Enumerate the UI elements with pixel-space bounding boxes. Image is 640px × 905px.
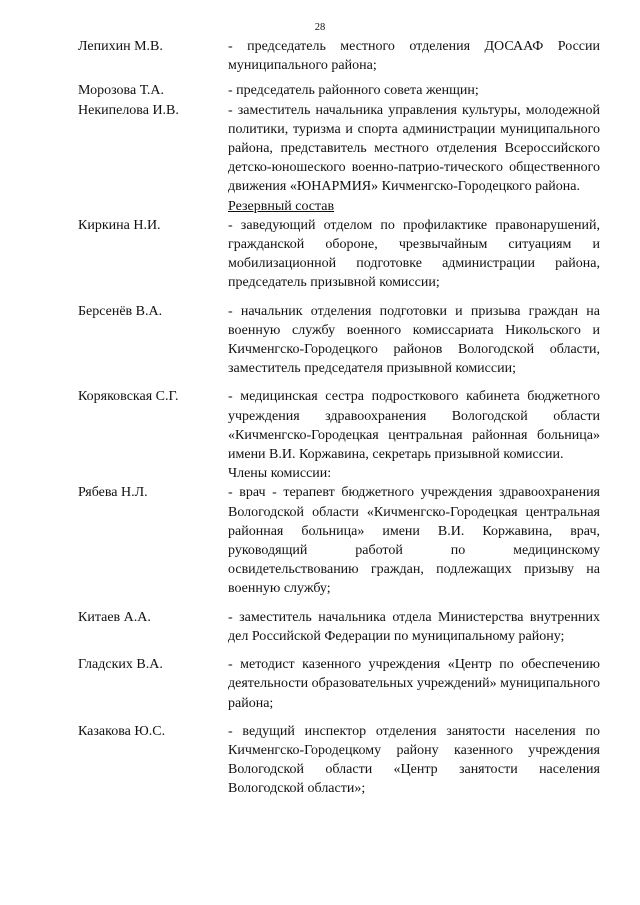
member-position: - председатель районного совета женщин; — [228, 83, 479, 99]
list-item — [78, 81, 600, 100]
list-item — [78, 722, 600, 799]
member-name: Морозова Т.А. — [78, 83, 164, 99]
list-item — [78, 608, 600, 646]
member-name: Рябева Н.Л. — [78, 485, 148, 501]
member-name: Лепихин М.В. — [78, 39, 163, 54]
member-name: Гладских В.А. — [78, 657, 163, 673]
member-position: - заведующий отделом по профилактике правонарушений, гражданской обороне, чрезвычайным ситуациям и мобилизационной подготовке администрации района, председатель призывной комиссии; — [228, 217, 600, 291]
member-position: - врач - терапевт бюджетного учреждения здравоохранения Вологодской области «Кичменгско-Городецкая центральная районная больница» имени В.И. Коржавина, врач, руководящий работой по медицинскому освидетельствованию граждан, подлежащих призыву на военную службу; — [228, 485, 600, 597]
member-name: Некипелова И.В. — [78, 102, 179, 118]
list-item — [78, 387, 600, 464]
members-heading: Члены комиссии: — [228, 466, 332, 482]
member-position: - методист казенного учреждения «Центр по обеспечению деятельности образовательных учреждений» муниципального района; — [228, 657, 600, 711]
list-item — [78, 216, 600, 293]
list-item — [78, 101, 600, 197]
member-position: - медицинская сестра подросткового кабинета бюджетного учреждения здравоохранения Вологодской области «Кичменгско-Городецкая центральная районная больница» имени В.И. Коржавина, секретарь призывной комиссии. — [228, 389, 600, 463]
commission-list — [78, 37, 600, 799]
member-position: - заместитель начальника отдела Министерства внутренних дел Российской Федерации по муниципальному району; — [228, 609, 600, 644]
page-number: 28 — [314, 22, 326, 33]
member-position: - начальник отделения подготовки и призыва граждан на военную службу военного комиссариата Никольского и Кичменгско-Городецкого районов Вологодской области, заместитель председателя призывной комиссии; — [228, 303, 600, 377]
list-item — [78, 302, 600, 379]
member-name: Коряковская С.Г. — [78, 389, 179, 405]
member-position: - ведущий инспектор отделения занятости населения по Кичменгско-Городецкому району казенного учреждения Вологодской области «Центр занятости населения Вологодской области»; — [228, 723, 600, 797]
member-name: Киркина Н.И. — [78, 217, 161, 233]
member-name: Казакова Ю.С. — [78, 723, 166, 739]
reserve-heading-text: Резервный состав — [228, 198, 335, 214]
list-item — [78, 483, 600, 598]
list-item — [78, 655, 600, 713]
reserve-heading — [78, 197, 600, 216]
member-position: - председатель местного отделения ДОСААФ России муниципального района; — [228, 39, 600, 74]
list-item — [78, 37, 600, 75]
member-name: Китаев А.А. — [78, 609, 151, 625]
member-position: - заместитель начальника управления культуры, молодежной политики, туризма и спорта администрации муниципального района, представитель местного отделения Всероссийского детско-юношеского военно-патрио-тического общественного движения «ЮНАРМИЯ» Кичменгско-Городецкого района. — [228, 102, 600, 195]
member-name: Берсенёв В.А. — [78, 303, 163, 319]
